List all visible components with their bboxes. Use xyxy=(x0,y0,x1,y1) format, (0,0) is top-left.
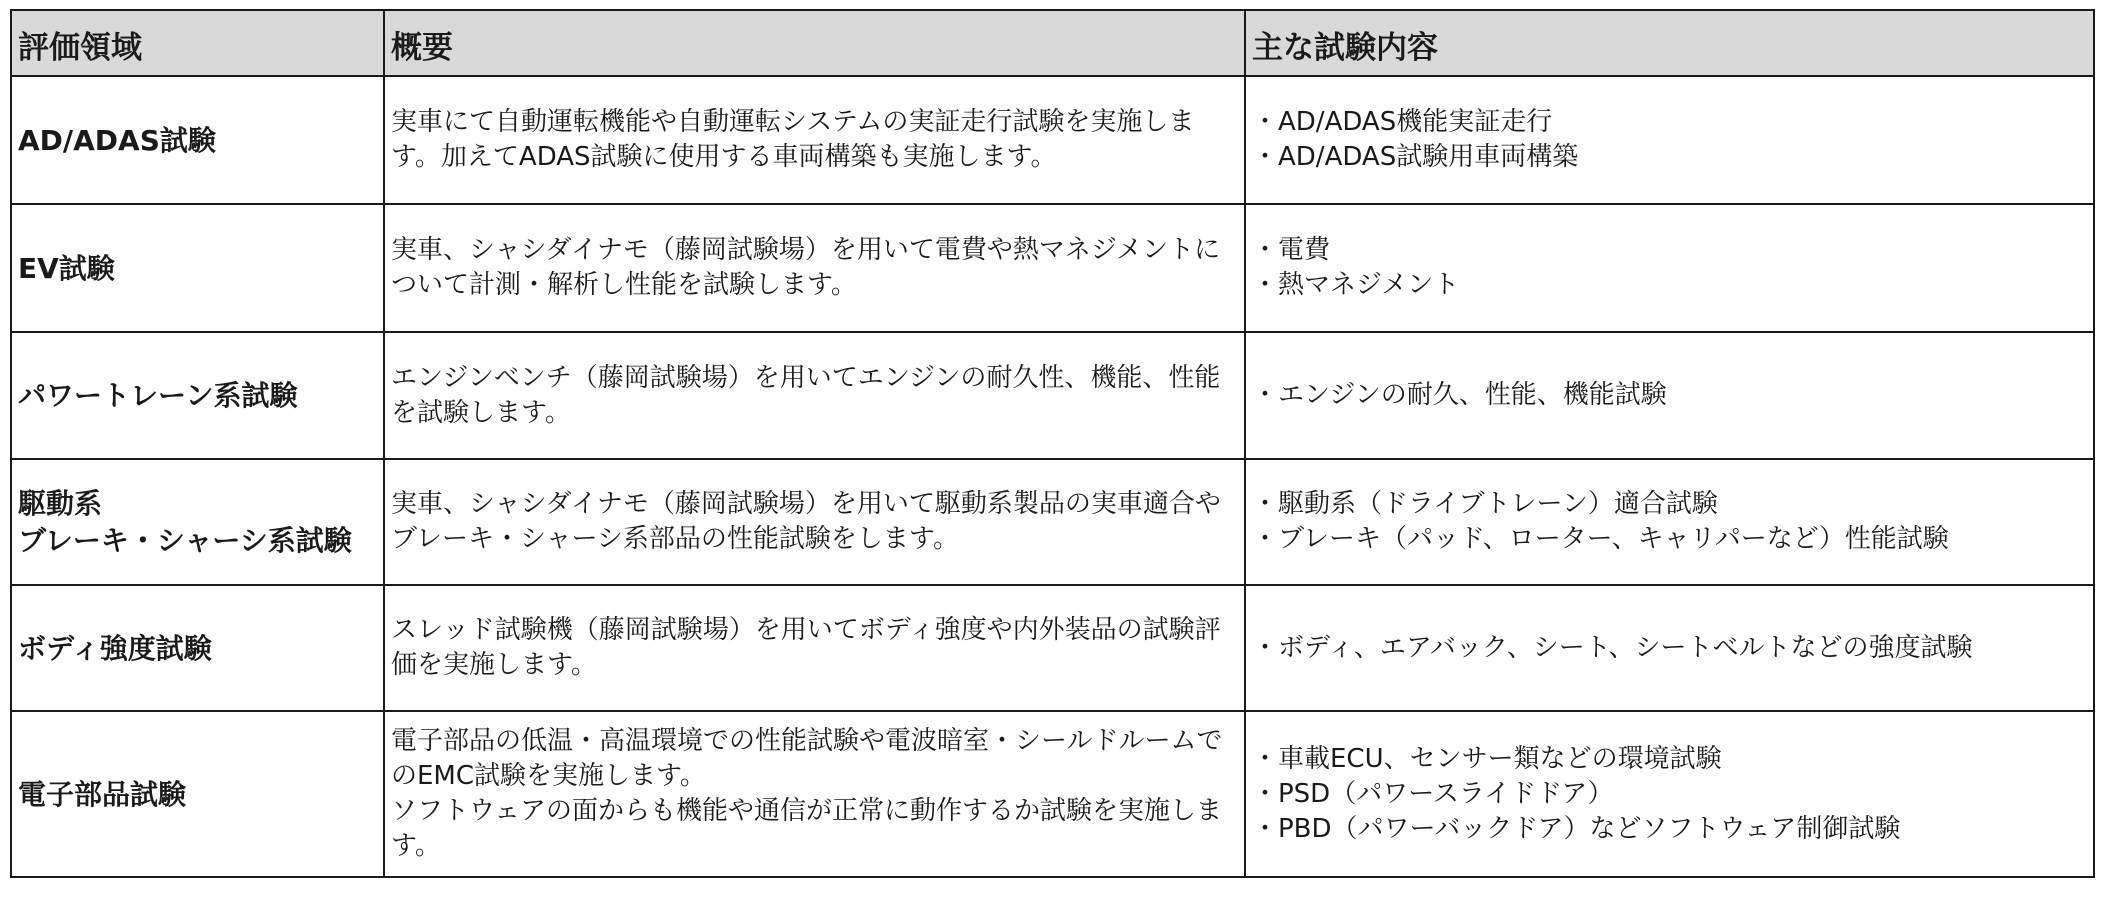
summary-cell-line: エンジンベンチ（藤岡試験場）を用いてエンジンの耐久性、機能、性能を試験します。 xyxy=(391,362,1221,428)
area-cell-line: EV試験 xyxy=(18,251,115,285)
area-cell xyxy=(11,711,384,877)
summary-cell xyxy=(384,711,1245,877)
table-row xyxy=(11,711,2094,877)
content-cell xyxy=(1245,204,2094,332)
summary-cell xyxy=(384,585,1245,711)
header-area: 評価領域 xyxy=(11,10,384,76)
summary-cell xyxy=(384,332,1245,459)
summary-cell xyxy=(384,204,1245,332)
table-row xyxy=(11,204,2094,332)
content-cell-line: ・PBD（パワーバックドア）などソフトウェア制御試験 xyxy=(1252,813,1901,844)
header-summary: 概要 xyxy=(384,10,1245,76)
table-row xyxy=(11,585,2094,711)
content-cell-line: ・ブレーキ（パッド、ローター、キャリパーなど）性能試験 xyxy=(1252,524,1949,554)
summary-cell-line: 実車、シャシダイナモ（藤岡試験場）を用いて駆動系製品の実車適合やブレーキ・シャーシ系部品の性能試験をします。 xyxy=(391,489,1221,554)
area-cell-line: AD/ADAS試験 xyxy=(18,123,216,157)
area-cell xyxy=(11,76,384,204)
summary-cell xyxy=(384,76,1245,204)
content-cell-line: ・AD/ADAS試験用車両構築 xyxy=(1252,142,1579,172)
area-cell-line: 駆動系 xyxy=(18,487,103,520)
content-cell xyxy=(1245,332,2094,459)
content-cell-line: ・PSD（パワースライドドア） xyxy=(1252,778,1614,809)
table-row xyxy=(11,459,2094,585)
content-cell-line: ・電費 xyxy=(1252,235,1331,265)
header-content: 主な試験内容 xyxy=(1245,10,2094,76)
content-cell-line: ・熱マネジメント xyxy=(1252,270,1460,300)
table-row xyxy=(11,332,2094,459)
content-cell xyxy=(1245,711,2094,877)
summary-cell-line: 実車、シャシダイナモ（藤岡試験場）を用いて電費や熱マネジメントについて計測・解析し性能を試験します。 xyxy=(391,235,1221,300)
area-cell xyxy=(11,585,384,711)
area-cell xyxy=(11,332,384,459)
area-cell xyxy=(11,459,384,585)
table-body xyxy=(11,76,2094,877)
area-cell-line: 電子部品試験 xyxy=(18,777,187,811)
content-cell-line: ・エンジンの耐久、性能、機能試験 xyxy=(1252,380,1667,410)
summary-cell xyxy=(384,459,1245,585)
summary-cell-line: 電子部品の低温・高温環境での性能試験や電波暗室・シールドルームでのEMC試験を実施します。 xyxy=(391,726,1223,791)
table-row xyxy=(11,76,2094,204)
area-cell-line: ボディ強度試験 xyxy=(18,631,212,665)
test-areas-table xyxy=(10,9,2095,878)
table-header xyxy=(11,10,2094,76)
content-cell-line: ・ボディ、エアバック、シート、シートベルトなどの強度試験 xyxy=(1252,632,1973,663)
content-cell xyxy=(1245,585,2094,711)
content-cell-line: ・車載ECU、センサー類などの環境試験 xyxy=(1252,743,1722,774)
content-cell xyxy=(1245,459,2094,585)
content-cell-line: ・駆動系（ドライブトレーン）適合試験 xyxy=(1252,489,1718,519)
area-cell-line: ブレーキ・シャーシ系試験 xyxy=(18,524,352,557)
area-cell-line: パワートレーン系試験 xyxy=(18,379,298,412)
content-cell xyxy=(1245,76,2094,204)
summary-cell-line: ソフトウェアの面からも機能や通信が正常に動作するか試験を実施します。 xyxy=(391,796,1222,861)
summary-cell-line: スレッド試験機（藤岡試験場）を用いてボディ強度や内外装品の試験評価を実施します。 xyxy=(391,615,1221,680)
content-cell-line: ・AD/ADAS機能実証走行 xyxy=(1252,107,1553,137)
header-row xyxy=(11,10,2094,76)
summary-cell-line: 実車にて自動運転機能や自動運転システムの実証走行試験を実施します。加えてADAS試験に使用する車両構築も実施します。 xyxy=(391,107,1195,172)
area-cell xyxy=(11,204,384,332)
